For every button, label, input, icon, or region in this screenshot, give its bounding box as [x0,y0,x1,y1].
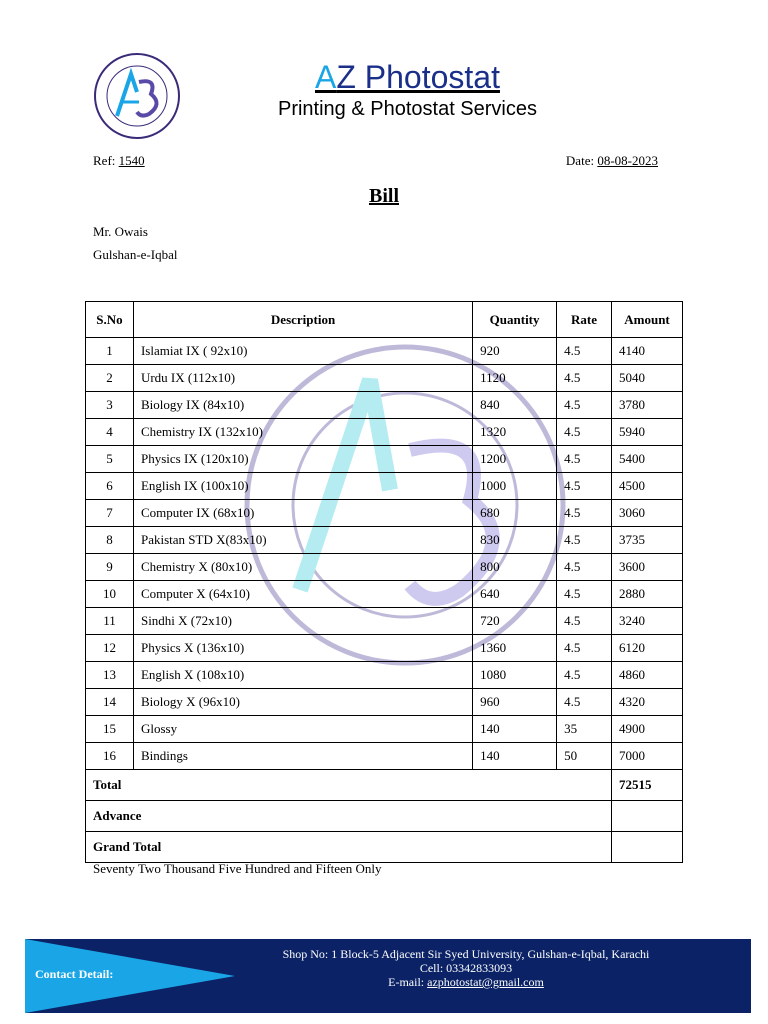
header-description: Description [133,302,472,338]
cell-quantity: 800 [473,554,557,581]
cell-amount: 2880 [612,581,683,608]
header-sno: S.No [86,302,134,338]
table-row [86,581,683,608]
cell-amount: 3600 [612,554,683,581]
cell-sno: 11 [86,608,134,635]
brand-title [200,58,615,96]
cell-amount: 4500 [612,473,683,500]
total-row [86,770,683,801]
cell-rate: 4.5 [557,635,612,662]
cell-quantity: 840 [473,392,557,419]
brand-subtitle: Printing & Photostat Services [277,98,537,120]
cell-description: English IX (100x10) [133,473,472,500]
cell-sno: 3 [86,392,134,419]
cell-amount: 4900 [612,716,683,743]
contact-details [245,947,687,989]
cell-description: Biology X (96x10) [133,689,472,716]
customer-address: Gulshan-e-Iqbal [93,247,178,262]
date-label: Date: [565,153,595,168]
cell-rate: 4.5 [557,473,612,500]
cell-rate: 4.5 [557,500,612,527]
cell-description: Bindings [133,743,472,770]
table-row [86,392,683,419]
table-row [86,608,683,635]
cell-quantity: 140 [473,716,557,743]
table-row [86,365,683,392]
contact-label: Contact Detail: [35,967,114,981]
cell-sno: 14 [86,689,134,716]
cell-sno: 12 [86,635,134,662]
email-link[interactable]: azphotostat@gmail.com [427,975,544,989]
ref-line [93,153,145,169]
cell-quantity: 140 [473,743,557,770]
cell-description: Sindhi X (72x10) [133,608,472,635]
table-row [86,338,683,365]
cell-amount: 3060 [612,500,683,527]
table-row [86,446,683,473]
contact-footer [25,939,751,1013]
cell-amount: 3240 [612,608,683,635]
cell-quantity: 920 [473,338,557,365]
ref-label: Ref: [93,153,116,168]
cell-rate: 4.5 [557,554,612,581]
cell-sno: 13 [86,662,134,689]
cell-quantity: 1120 [473,365,557,392]
advance-label: Advance [86,801,612,832]
cell-description: Computer IX (68x10) [133,500,472,527]
cell-description: Islamiat IX ( 92x10) [133,338,472,365]
cell-sno: 16 [86,743,134,770]
shop-address: Shop No: 1 Block-5 Adjacent Sir Syed University, Gulshan-e-Iqbal, Karachi [282,947,650,961]
cell-sno: 15 [86,716,134,743]
header-rate: Rate [557,302,612,338]
cell-sno: 5 [86,446,134,473]
cell-amount: 3780 [612,392,683,419]
cell-sno: 9 [86,554,134,581]
cell-number: Cell: 03342833093 [419,961,513,975]
cell-description: Chemistry X (80x10) [133,554,472,581]
table-body [86,338,683,770]
cell-amount: 4320 [612,689,683,716]
grand-total-label: Grand Total [86,832,612,863]
advance-value [612,801,683,832]
cell-sno: 1 [86,338,134,365]
cell-sno: 8 [86,527,134,554]
email-label: E-mail: [388,975,425,989]
cell-amount: 4140 [612,338,683,365]
header-amount: Amount [612,302,683,338]
cell-quantity: 1200 [473,446,557,473]
cell-rate: 4.5 [557,446,612,473]
cell-quantity: 640 [473,581,557,608]
cell-rate: 4.5 [557,662,612,689]
brand-header [200,58,615,121]
company-logo [93,52,181,140]
table-row [86,716,683,743]
cell-description: Glossy [133,716,472,743]
cell-sno: 4 [86,419,134,446]
cell-description: Chemistry IX (132x10) [133,419,472,446]
ref-value: 1540 [118,153,145,168]
table-row [86,419,683,446]
cell-description: English X (108x10) [133,662,472,689]
cell-rate: 4.5 [557,581,612,608]
cell-description: Computer X (64x10) [133,581,472,608]
grand-total-value [612,832,683,863]
date-line [566,153,658,169]
email-line [245,975,687,989]
table-row [86,635,683,662]
cell-quantity: 680 [473,500,557,527]
cell-sno: 2 [86,365,134,392]
cell-rate: 4.5 [557,689,612,716]
customer-name: Mr. Owais [93,224,148,239]
cell-amount: 5040 [612,365,683,392]
cell-rate: 4.5 [557,338,612,365]
cell-quantity: 960 [473,689,557,716]
table-row [86,527,683,554]
cell-description: Urdu IX (112x10) [133,365,472,392]
date-value: 08-08-2023 [597,153,658,168]
cell-quantity: 720 [473,608,557,635]
cell-description: Physics IX (120x10) [133,446,472,473]
cell-description: Physics X (136x10) [133,635,472,662]
cell-rate: 35 [557,716,612,743]
cell-amount: 4860 [612,662,683,689]
cell-quantity: 830 [473,527,557,554]
cell-quantity: 1360 [473,635,557,662]
cell-amount: 5400 [612,446,683,473]
cell-sno: 6 [86,473,134,500]
bill-title: Bill [368,185,399,207]
cell-sno: 7 [86,500,134,527]
cell-rate: 50 [557,743,612,770]
cell-amount: 6120 [612,635,683,662]
cell-amount: 7000 [612,743,683,770]
brand-title-initial: A [315,59,337,95]
table-row [86,689,683,716]
total-value: 72515 [612,770,683,801]
bill-table [85,301,683,863]
cell-rate: 4.5 [557,608,612,635]
header-quantity: Quantity [473,302,557,338]
cell-rate: 4.5 [557,527,612,554]
advance-row [86,801,683,832]
table-header-row [86,302,683,338]
cell-description: Biology IX (84x10) [133,392,472,419]
table-row [86,662,683,689]
cell-rate: 4.5 [557,419,612,446]
cell-rate: 4.5 [557,365,612,392]
cell-quantity: 1000 [473,473,557,500]
total-label: Total [86,770,612,801]
cell-description: Pakistan STD X(83x10) [133,527,472,554]
cell-quantity: 1320 [473,419,557,446]
cell-rate: 4.5 [557,392,612,419]
table-row [86,554,683,581]
grand-total-row [86,832,683,863]
cell-amount: 5940 [612,419,683,446]
cell-amount: 3735 [612,527,683,554]
amount-in-words: Seventy Two Thousand Five Hundred and Fifteen Only [93,861,382,876]
cell-quantity: 1080 [473,662,557,689]
table-row [86,473,683,500]
table-row [86,743,683,770]
brand-title-rest: Z Photostat [336,59,500,95]
cell-sno: 10 [86,581,134,608]
table-row [86,500,683,527]
